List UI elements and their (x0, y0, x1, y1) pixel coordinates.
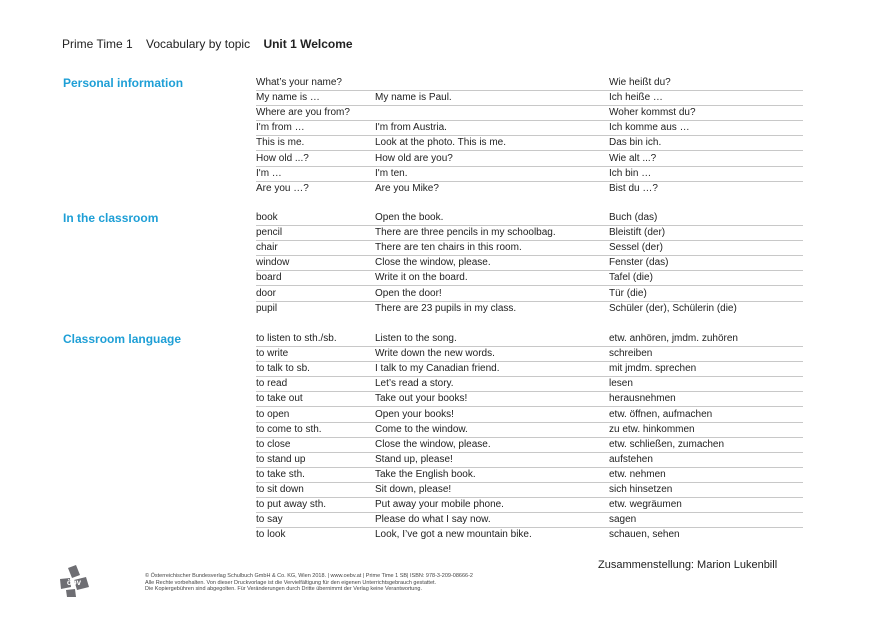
vocab-row (256, 497, 803, 513)
example-sentence: Stand up, please! (375, 453, 453, 465)
english-word: I'm … (256, 167, 282, 179)
english-word: pupil (256, 302, 278, 314)
example-sentence: There are three pencils in my schoolbag. (375, 227, 556, 239)
footer-line: © Österreichischer Bundesverlag Schulbuch GmbH & Co. KG, Wien 2018. | www.oebv.at | Prime Time 1 SB| ISBN: 978-3-209-08666-2 (145, 573, 473, 579)
english-word: window (256, 257, 290, 269)
english-word: to close (256, 438, 291, 450)
page-header (62, 37, 363, 51)
german-translation: Ich bin … (609, 167, 652, 179)
example-sentence: Take out your books! (375, 393, 468, 405)
english-word: My name is … (256, 92, 320, 104)
english-word: Where are you from? (256, 107, 350, 119)
vocab-row (256, 527, 803, 542)
logo-text: öbv (66, 578, 82, 587)
english-word: This is me. (256, 137, 305, 149)
vocab-row (256, 301, 803, 316)
vocab-row (256, 90, 803, 106)
german-translation: etw. öffnen, aufmachen (609, 408, 713, 420)
german-translation: Wie heißt du? (609, 77, 671, 88)
vocab-row (256, 255, 803, 271)
vocab-row (256, 166, 803, 182)
vocab-row (256, 105, 803, 121)
german-translation: lesen (609, 378, 633, 390)
german-translation: schreiben (609, 348, 653, 360)
vocab-row (256, 437, 803, 453)
example-sentence: Come to the window. (375, 423, 468, 435)
german-translation: Bleistift (der) (609, 227, 666, 239)
german-translation: Tafel (die) (609, 272, 653, 284)
english-word: to say (256, 514, 283, 526)
vocab-row (256, 286, 803, 302)
vocab-row (256, 240, 803, 256)
english-word: book (256, 212, 278, 223)
vocab-row (256, 181, 803, 196)
english-word: to read (256, 378, 288, 390)
german-translation: Wie alt ...? (609, 152, 657, 164)
english-word: to stand up (256, 453, 306, 465)
vocab-row (256, 452, 803, 468)
english-word: to take sth. (256, 468, 305, 480)
example-sentence: I'm from Austria. (375, 122, 447, 134)
example-sentence: Write down the new words. (375, 348, 495, 360)
german-translation: Das bin ich. (609, 137, 662, 149)
german-translation: sich hinsetzen (609, 484, 673, 495)
english-word: I'm from … (256, 122, 305, 134)
english-word: to listen to sth./sb. (256, 333, 337, 344)
example-sentence: Close the window, please. (375, 438, 491, 450)
german-translation: zu etw. hinkommen (609, 423, 695, 435)
unit-title: Unit 1 Welcome (263, 37, 353, 51)
vocab-row (256, 482, 803, 498)
copyright-footer (145, 573, 473, 593)
english-word: to write (256, 348, 289, 360)
english-word: board (256, 272, 282, 284)
vocab-row (256, 151, 803, 167)
example-sentence: How old are you? (375, 152, 453, 164)
german-translation: Ich komme aus … (609, 122, 690, 134)
german-translation: Ich heiße … (609, 92, 663, 104)
german-translation: Schüler (der), Schülerin (die) (609, 302, 737, 314)
oebv-logo (58, 565, 90, 597)
example-sentence: Sit down, please! (375, 484, 452, 495)
example-sentence: Listen to the song. (375, 333, 457, 344)
vocab-row (256, 135, 803, 151)
english-word: to come to sth. (256, 423, 322, 435)
vocab-row (256, 512, 803, 528)
section-title: In the classroom (63, 211, 159, 225)
english-word: to put away sth. (256, 499, 327, 511)
example-sentence: I'm ten. (375, 167, 408, 179)
example-sentence: I talk to my Canadian friend. (375, 363, 500, 375)
english-word: chair (256, 242, 278, 254)
vocab-row (256, 210, 803, 226)
vocab-row (256, 422, 803, 438)
vocab-row (256, 75, 803, 91)
example-sentence: Open your books! (375, 408, 454, 420)
vocab-row (256, 225, 803, 241)
vocab-row (256, 270, 803, 286)
vocab-row (256, 346, 803, 362)
english-word: How old ...? (256, 152, 309, 164)
english-word: to talk to sb. (256, 363, 310, 375)
vocab-row (256, 331, 803, 347)
footer-line: Alle Rechte vorbehalten. Von dieser Druckvorlage ist die Vervielfältigung für den eigenen Unterrichtsgebrauch gestattet. (145, 579, 437, 586)
german-translation: mit jmdm. sprechen (609, 363, 697, 375)
example-sentence: Put away your mobile phone. (375, 499, 504, 511)
english-word: pencil (256, 227, 283, 239)
example-sentence: Open the door! (375, 287, 442, 299)
english-word: to open (256, 408, 290, 420)
german-translation: aufstehen (609, 453, 653, 465)
example-sentence: Look, I’ve got a new mountain bike. (375, 529, 532, 541)
footer-line: Die Kopiergebühren sind abgegolten. Für Veränderungen durch Dritte übernimmt der Verlag keine Verantwortung. (145, 586, 423, 593)
vocab-row (256, 391, 803, 407)
vocab-row (256, 376, 803, 392)
section-title: Personal information (63, 76, 184, 90)
german-translation: etw. nehmen (609, 468, 666, 480)
example-sentence: Let’s read a story. (375, 378, 454, 390)
german-translation: Tür (die) (609, 287, 647, 299)
example-sentence: There are 23 pupils in my class. (375, 302, 517, 314)
example-sentence: Open the book. (375, 212, 444, 223)
german-translation: etw. anhören, jmdm. zuhören (609, 333, 738, 344)
german-translation: Woher kommst du? (609, 107, 696, 119)
vocab-row (256, 120, 803, 136)
german-translation: sagen (609, 514, 637, 526)
section-title: Classroom language (63, 332, 182, 346)
english-word: to sit down (256, 484, 304, 495)
example-sentence: Write it on the board. (375, 272, 468, 284)
german-translation: schauen, sehen (609, 529, 680, 541)
example-sentence: Take the English book. (375, 468, 476, 480)
example-sentence: Are you Mike? (375, 182, 439, 194)
german-translation: Buch (das) (609, 212, 658, 223)
english-word: to take out (256, 393, 303, 405)
english-word: to look (256, 529, 286, 541)
example-sentence: Look at the photo. This is me. (375, 137, 507, 149)
book-title: Prime Time 1 (62, 37, 133, 51)
english-word: Are you …? (256, 182, 309, 194)
german-translation: Sessel (der) (609, 242, 663, 254)
german-translation: Bist du …? (609, 182, 658, 194)
english-word: door (256, 287, 277, 299)
vocab-row (256, 407, 803, 423)
german-translation: Fenster (das) (609, 257, 669, 269)
german-translation: etw. wegräumen (609, 499, 682, 511)
example-sentence: My name is Paul. (375, 92, 452, 104)
author-credit: Zusammenstellung: Marion Lukenbill (598, 559, 778, 571)
german-translation: etw. schließen, zumachen (609, 438, 725, 450)
example-sentence: Close the window, please. (375, 257, 491, 269)
example-sentence: Please do what I say now. (375, 514, 491, 526)
german-translation: herausnehmen (609, 393, 676, 405)
vocab-row (256, 361, 803, 377)
english-word: What’s your name? (256, 77, 342, 88)
example-sentence: There are ten chairs in this room. (375, 242, 522, 254)
document-subtitle: Vocabulary by topic (146, 37, 251, 51)
vocab-row (256, 467, 803, 483)
